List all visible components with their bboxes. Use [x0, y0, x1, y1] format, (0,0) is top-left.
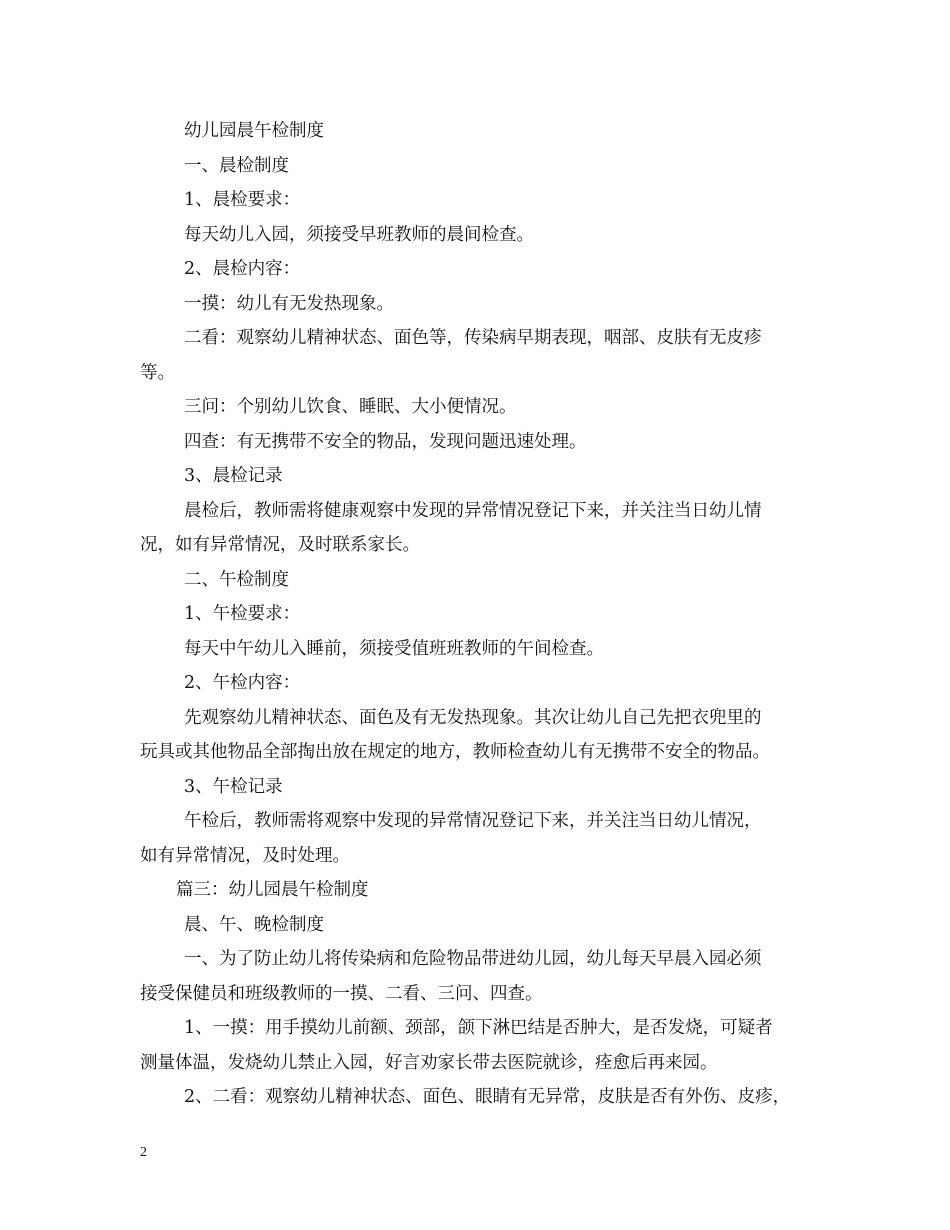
paragraph-line: 1、一摸：用手摸幼儿前额、颈部，颌下淋巴结是否肿大，是否发烧，可疑者 — [184, 1018, 773, 1038]
paragraph-line: 先观察幼儿精神状态、面色及有无发热现象。其次让幼儿自己先把衣兜里的 — [184, 707, 762, 728]
doc-title: 幼儿园晨午检制度 — [184, 121, 324, 141]
subsection-heading: 3、午检记录 — [184, 776, 283, 797]
paragraph-line: 接受保健员和班级教师的一摸、二看、三问、四查。 — [140, 983, 543, 1004]
chapter-heading: 篇三：幼儿园晨午检制度 — [176, 880, 369, 900]
paragraph-line: 午检后，教师需将观察中发现的异常情况登记下来，并关注当日幼儿情况， — [184, 811, 762, 831]
paragraph-line: 如有异常情况，及时处理。 — [140, 845, 350, 866]
paragraph-line: 每天中午幼儿入睡前，须接受值班班教师的午间检查。 — [184, 638, 604, 659]
paragraph-line: 测量体温，发烧幼儿禁止入园，好言劝家长带去医院就诊，痊愈后再来园。 — [140, 1052, 718, 1073]
paragraph-line: 每天幼儿入园，须接受早班教师的晨间检查。 — [184, 224, 534, 245]
paragraph-line: 三问：个别幼儿饮食、睡眠、大小便情况。 — [184, 397, 517, 417]
subsection-heading: 3、晨检记录 — [184, 466, 283, 486]
document-body — [140, 114, 820, 1115]
paragraph-line: 晨检后，教师需将健康观察中发现的异常情况登记下来，并关注当日幼儿情 — [184, 500, 762, 521]
section-heading: 晨、午、晚检制度 — [184, 914, 324, 935]
paragraph-line: 一摸：幼儿有无发热现象。 — [184, 293, 394, 314]
paragraph-line: 等。 — [140, 362, 175, 383]
paragraph-line: 四查：有无携带不安全的物品，发现问题迅速处理。 — [184, 431, 587, 452]
subsection-heading: 1、午检要求： — [184, 604, 301, 624]
paragraph-line: 2、二看：观察幼儿精神状态、面色、眼睛有无异常，皮肤是否有外伤、皮疹， — [184, 1087, 791, 1107]
section-heading: 一、晨检制度 — [184, 155, 289, 176]
subsection-heading: 2、晨检内容： — [184, 259, 301, 279]
subsection-heading: 1、晨检要求： — [184, 190, 301, 210]
page-number: 2 — [140, 1145, 147, 1160]
section-heading: 二、午检制度 — [184, 569, 289, 590]
paragraph-line: 玩具或其他物品全部掏出放在规定的地方，教师检查幼儿有无携带不安全的物品。 — [140, 742, 770, 762]
paragraph-line: 二看：观察幼儿精神状态、面色等，传染病早期表现，咽部、皮肤有无皮疹 — [184, 328, 762, 348]
paragraph-line: 况，如有异常情况，及时联系家长。 — [140, 535, 420, 555]
subsection-heading: 2、午检内容： — [184, 673, 301, 693]
paragraph-line: 一、为了防止幼儿将传染病和危险物品带进幼儿园，幼儿每天早晨入园必须 — [184, 949, 762, 969]
